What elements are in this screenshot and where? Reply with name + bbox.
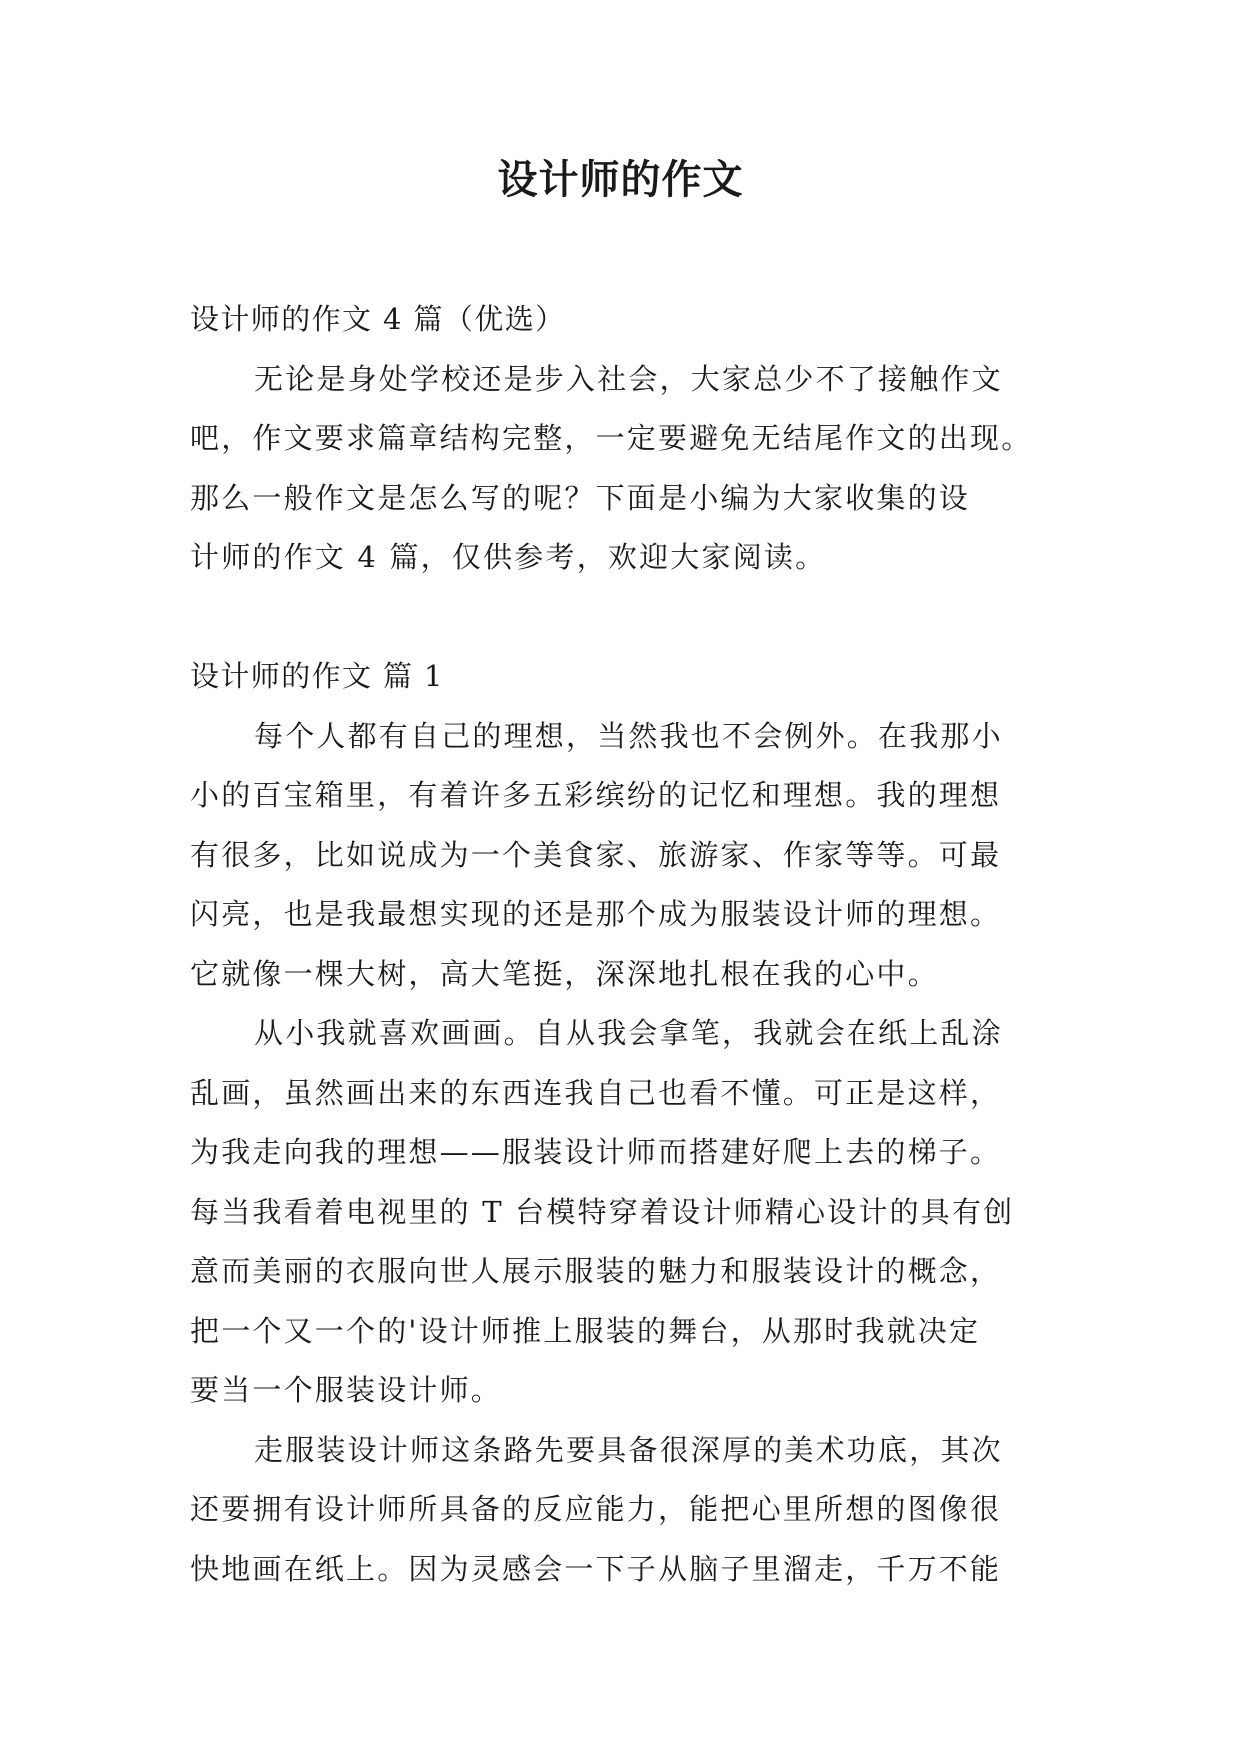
paragraph-line: 它就像一棵大树，高大笔挺，深深地扎根在我的心中。 xyxy=(190,956,939,991)
paragraph-line: 小的百宝箱里，有着许多五彩缤纷的记忆和理想。我的理想 xyxy=(190,778,1002,812)
paragraph-line: 计师的作文 4 篇，仅供参考，欢迎大家阅读。 xyxy=(190,540,827,574)
paragraph-2 xyxy=(190,1004,1070,1421)
document-body xyxy=(190,290,1070,1599)
paragraph-line: 闪亮，也是我最想实现的还是那个成为服装设计师的理想。 xyxy=(190,897,1002,931)
paragraph-line: 从小我就喜欢画画。自从我会拿笔，我就会在纸上乱涂 xyxy=(254,1016,1003,1050)
paragraph-line: 要当一个服装设计师。 xyxy=(190,1373,503,1407)
paragraph-1 xyxy=(190,707,1070,1005)
paragraph-line: 有很多，比如说成为一个美食家、旅游家、作家等等。可最 xyxy=(190,837,1002,872)
paragraph-line: 把一个又一个的'设计师推上服装的舞台，从那时我就决定 xyxy=(190,1313,981,1348)
intro-paragraph xyxy=(190,350,1070,588)
paragraph-3 xyxy=(190,1421,1070,1600)
section-heading: 设计师的作文 篇 1 xyxy=(190,659,444,693)
paragraph-line: 意而美丽的衣服向世人展示服装的魅力和服装设计的概念， xyxy=(190,1254,1002,1288)
document-subtitle: 设计师的作文 4 篇（优选） xyxy=(190,302,566,336)
paragraph-line: 还要拥有设计师所具备的反应能力，能把心里所想的图像很 xyxy=(190,1492,1002,1526)
paragraph-line: 每当我看着电视里的 T 台模特穿着设计师精心设计的具有创 xyxy=(190,1194,1015,1229)
paragraph-line: 无论是身处学校还是步入社会，大家总少不了接触作文 xyxy=(254,361,1003,396)
blank-line xyxy=(190,588,1070,648)
paragraph-line: 走服装设计师这条路先要具备很深厚的美术功底，其次 xyxy=(254,1432,1003,1467)
paragraph-line: 乱画，虽然画出来的东西连我自己也看不懂。可正是这样， xyxy=(190,1075,1002,1110)
paragraph-line: 那么一般作文是怎么写的呢？下面是小编为大家收集的设 xyxy=(190,480,971,515)
paragraph-line: 每个人都有自己的理想，当然我也不会例外。在我那小 xyxy=(254,718,1003,753)
paragraph-line: 快地画在纸上。因为灵感会一下子从脑子里溜走，千万不能 xyxy=(190,1551,1002,1586)
paragraph-line: 吧，作文要求篇章结构完整，一定要避免无结尾作文的出现。 xyxy=(190,421,1033,455)
document-title: 设计师的作文 xyxy=(497,157,744,203)
paragraph-line: 为我走向我的理想——服装设计师而搭建好爬上去的梯子。 xyxy=(190,1135,1002,1169)
